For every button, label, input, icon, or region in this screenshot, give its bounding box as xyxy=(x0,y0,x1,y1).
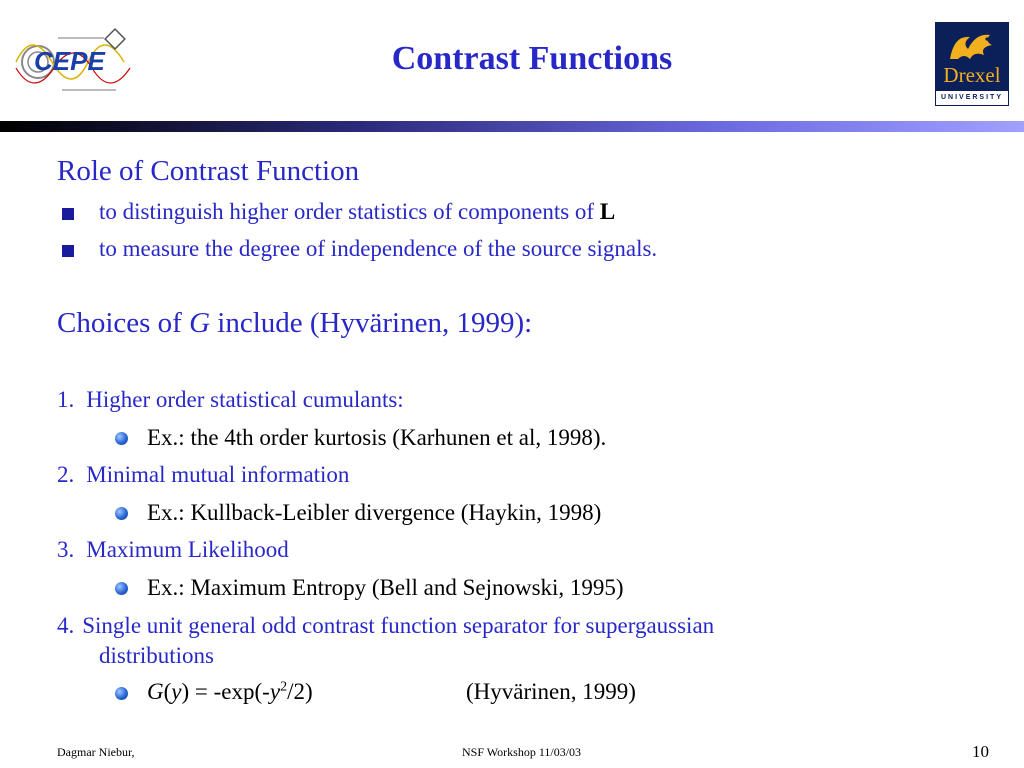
dragon-icon xyxy=(940,25,1004,65)
round-bullet-icon xyxy=(115,507,128,520)
list-item xyxy=(57,537,289,563)
footer-event: NSF Workshop 11/03/03 xyxy=(462,745,582,759)
formula-y: y xyxy=(269,679,281,704)
item-number: 3. xyxy=(57,537,75,562)
square-bullet-icon xyxy=(62,208,74,220)
bullet-item xyxy=(99,236,657,262)
svg-text:CEPE: CEPE xyxy=(34,46,105,76)
item-label: Higher order statistical cumulants: xyxy=(86,387,404,412)
bullet-text: to measure the degree of independence of the source signals. xyxy=(99,236,658,261)
square-bullet-icon xyxy=(62,245,74,257)
item-number: 1. xyxy=(57,387,75,412)
formula-y: y xyxy=(171,679,182,704)
section-heading-choices xyxy=(57,307,532,340)
item-label: Maximum Likelihood xyxy=(86,537,289,562)
formula-part: ) = -exp(- xyxy=(181,679,270,704)
bullet-item xyxy=(99,199,615,225)
drexel-wordmark: Drexel xyxy=(943,63,1001,87)
list-item xyxy=(57,387,404,413)
formula-reference: (Hyvärinen, 1999) xyxy=(466,679,636,704)
footer-author: Dagmar Niebur, xyxy=(57,745,135,759)
item-number: 4. xyxy=(57,613,75,638)
sub-item: Ex.: the 4th order kurtosis (Karhunen et al, 1998). xyxy=(147,425,607,450)
heading-text: Choices of xyxy=(57,307,190,339)
item-label: Single unit general odd contrast function separator for supergaussian xyxy=(82,613,715,638)
formula-exponent: 2 xyxy=(280,679,288,695)
heading-text: include (Hyvärinen, 1999): xyxy=(210,307,533,339)
sub-item: Ex.: Maximum Entropy (Bell and Sejnowski, 1995) xyxy=(147,575,624,600)
formula-part: /2) xyxy=(287,679,313,704)
bold-symbol-L: L xyxy=(599,199,616,224)
variable-G: G xyxy=(189,307,211,339)
item-label-continuation: distributions xyxy=(99,643,215,668)
list-item xyxy=(57,613,714,639)
formula xyxy=(147,679,313,705)
header-divider xyxy=(0,121,1024,132)
list-item xyxy=(57,462,349,488)
formula-part: ( xyxy=(163,679,172,704)
round-bullet-icon xyxy=(115,432,128,445)
drexel-logo xyxy=(935,22,1009,106)
formula-G: G xyxy=(147,679,164,704)
round-bullet-icon xyxy=(115,687,128,700)
sub-item: Ex.: Kullback-Leibler divergence (Haykin, 1998) xyxy=(147,500,602,525)
bullet-text: to distinguish higher order statistics of components of xyxy=(99,199,600,224)
item-label: Minimal mutual information xyxy=(86,462,350,487)
item-number: 2. xyxy=(57,462,75,487)
page-title: Contrast Functions xyxy=(391,40,673,77)
round-bullet-icon xyxy=(115,582,128,595)
drexel-university-label: UNIVERSITY xyxy=(936,91,1008,105)
page-number: 10 xyxy=(972,742,989,761)
section-heading-role: Role of Contrast Function xyxy=(57,155,360,187)
